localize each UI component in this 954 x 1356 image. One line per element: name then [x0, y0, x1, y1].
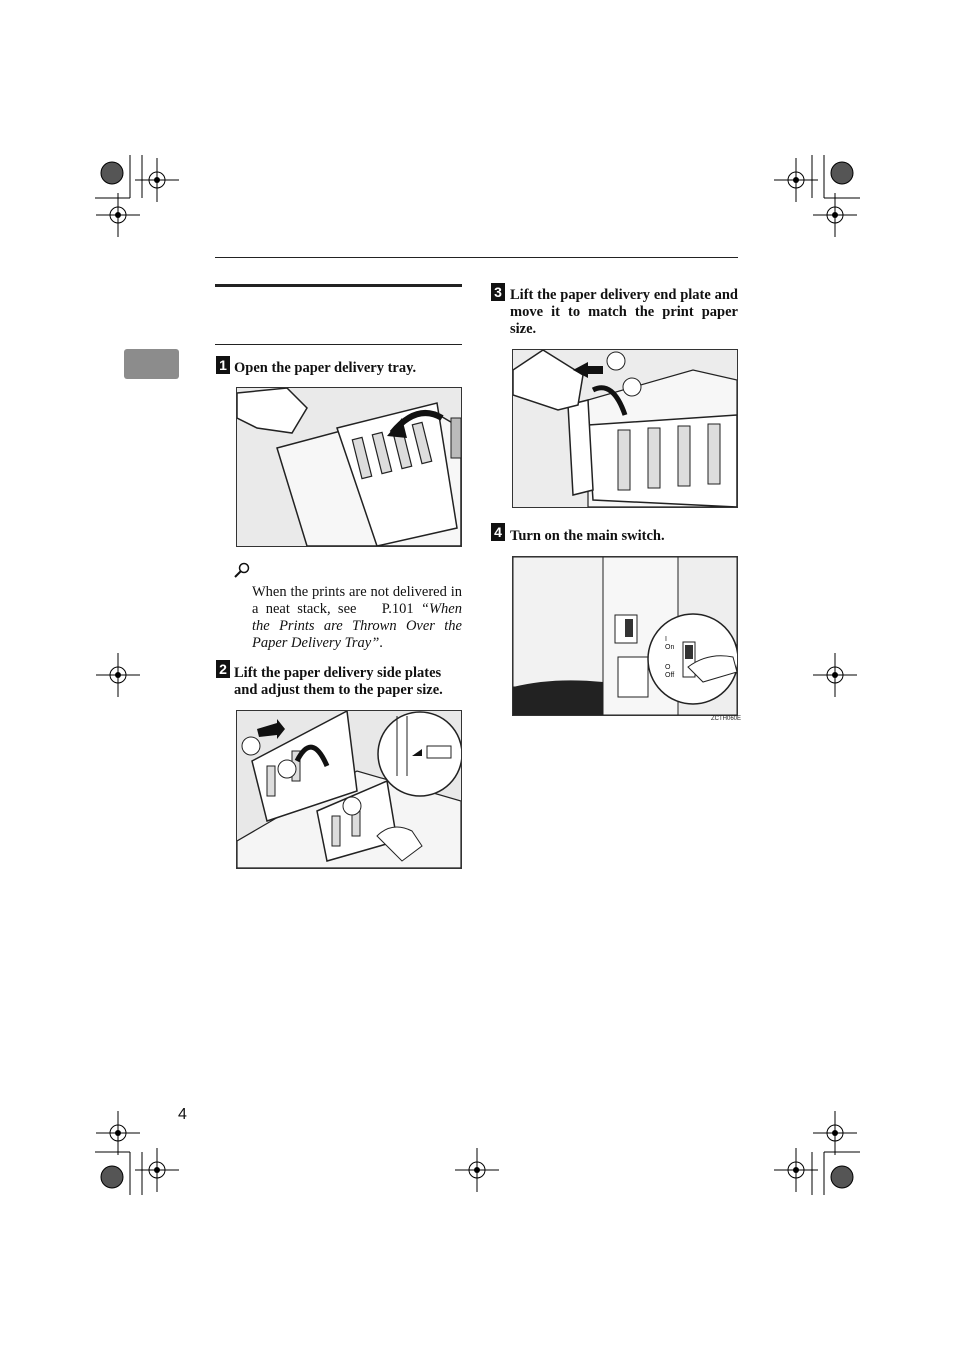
step-2-text: Lift the paper delivery side plates and adjust them to the paper size. — [234, 665, 443, 698]
note-page-ref[interactable]: P.101 — [381, 601, 414, 617]
section-title-rule-top — [215, 284, 462, 287]
step-4-number: 4 — [491, 523, 505, 541]
note-end: . — [379, 635, 383, 651]
step-3-text: Lift the paper delivery end plate and move it to match the print paper size. — [510, 287, 738, 337]
step-1-number: 1 — [216, 356, 230, 374]
step-3-number: 3 — [491, 283, 505, 301]
chapter-tab — [124, 349, 179, 379]
figure-code: ZCTH060E — [711, 716, 742, 722]
illustration-main-switch — [513, 557, 737, 715]
switch-label-off — [665, 664, 674, 680]
step-4-text: Turn on the main switch. — [510, 528, 665, 544]
switch-on-text: On — [665, 644, 675, 651]
header-rule — [215, 257, 738, 258]
note-title-ref[interactable]: “When the Prints are Thrown Over the Paper Delivery Tray” — [252, 601, 462, 651]
figure-side-plates — [236, 710, 462, 869]
figure-open-tray — [236, 387, 462, 547]
illustration-end-plate — [513, 350, 737, 507]
step-1-text: Open the paper delivery tray. — [234, 360, 417, 376]
switch-off-symbol: O — [665, 664, 671, 671]
section-title-rule-bottom — [215, 344, 462, 345]
magnifier-icon — [234, 562, 250, 578]
switch-label-on — [665, 636, 674, 652]
switch-off-text: Off — [665, 672, 675, 679]
figure-main-switch — [512, 556, 738, 716]
step-2-number: 2 — [216, 660, 230, 678]
note-text — [252, 584, 462, 652]
switch-on-symbol: I — [665, 636, 667, 643]
note-plain: When the prints are not delivered in a neat stack, see — [252, 584, 462, 617]
illustration-open-tray — [237, 388, 461, 546]
illustration-side-plates — [237, 711, 461, 868]
figure-end-plate — [512, 349, 738, 508]
page-number: 4 — [178, 1106, 187, 1123]
